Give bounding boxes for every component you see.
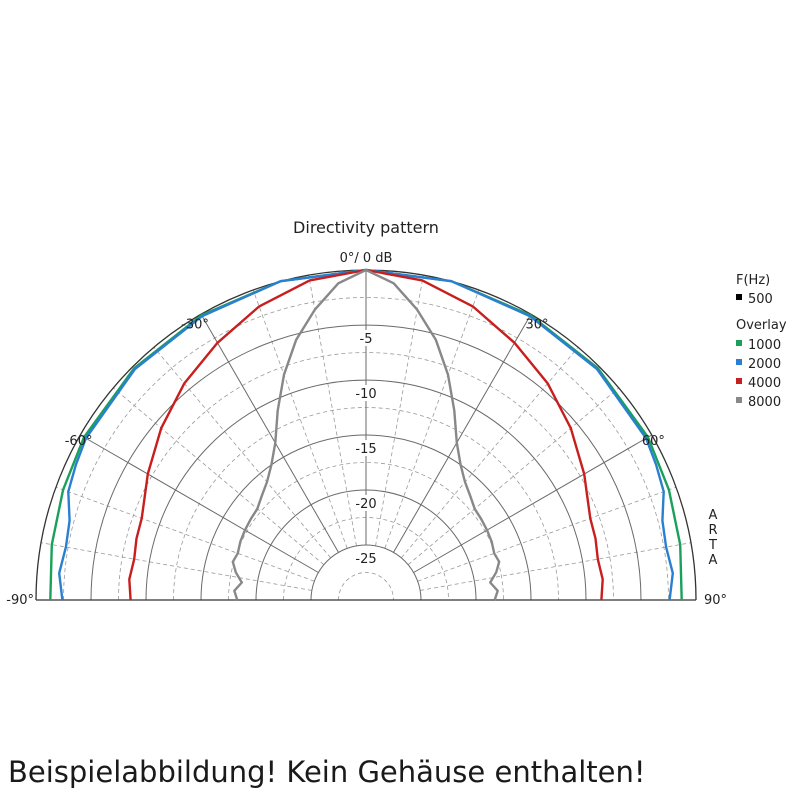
legend-label: 4000	[748, 376, 782, 391]
legend-label: 500	[748, 292, 773, 307]
angle-tick-label: 60°	[641, 434, 665, 449]
angle-tick-label: -30°	[181, 317, 209, 333]
legend-swatch	[736, 359, 742, 365]
legend-label: 2000	[748, 357, 782, 372]
chart-title: Directivity pattern	[293, 218, 439, 237]
angle-tick-label: -90°	[6, 593, 34, 608]
watermark-letter: R	[708, 523, 718, 538]
grid-radial-minor	[154, 347, 331, 558]
top-label: 0°/ 0 dB	[339, 251, 393, 266]
grid-radial-minor	[385, 290, 479, 548]
legend-swatch	[736, 294, 742, 300]
grid-radial-minor	[376, 275, 424, 546]
legend-label: 1000	[748, 338, 782, 353]
angle-tick-label: 30°	[525, 317, 549, 333]
grid-radial-minor	[56, 487, 314, 581]
legend-overlay-header: Overlay	[736, 318, 787, 333]
legend-swatch	[736, 340, 742, 346]
watermark-letter: A	[708, 508, 718, 523]
radial-tick-label: -15	[355, 442, 377, 457]
grid-arc-minor	[339, 573, 394, 601]
legend-swatch	[736, 397, 742, 403]
angle-tick-label: -60°	[64, 434, 93, 449]
radial-tick-label: -20	[355, 497, 377, 512]
angle-tick-label: 90°	[704, 593, 728, 608]
grid-radial-minor	[41, 543, 312, 591]
grid-radial-minor	[253, 290, 347, 548]
radial-tick-label: -10	[355, 387, 377, 402]
grid-radial-minor	[418, 487, 676, 581]
radial-tick-label: -25	[355, 552, 377, 567]
caption: Beispielabbildung! Kein Gehäuse enthalten!	[8, 755, 646, 789]
watermark-letter: A	[708, 553, 718, 568]
legend-swatch	[736, 378, 742, 384]
legend-header: F(Hz)	[736, 273, 771, 288]
watermark-letter: T	[709, 538, 717, 553]
legend-label: 8000	[748, 395, 782, 410]
radial-tick-label: -5	[359, 332, 373, 347]
